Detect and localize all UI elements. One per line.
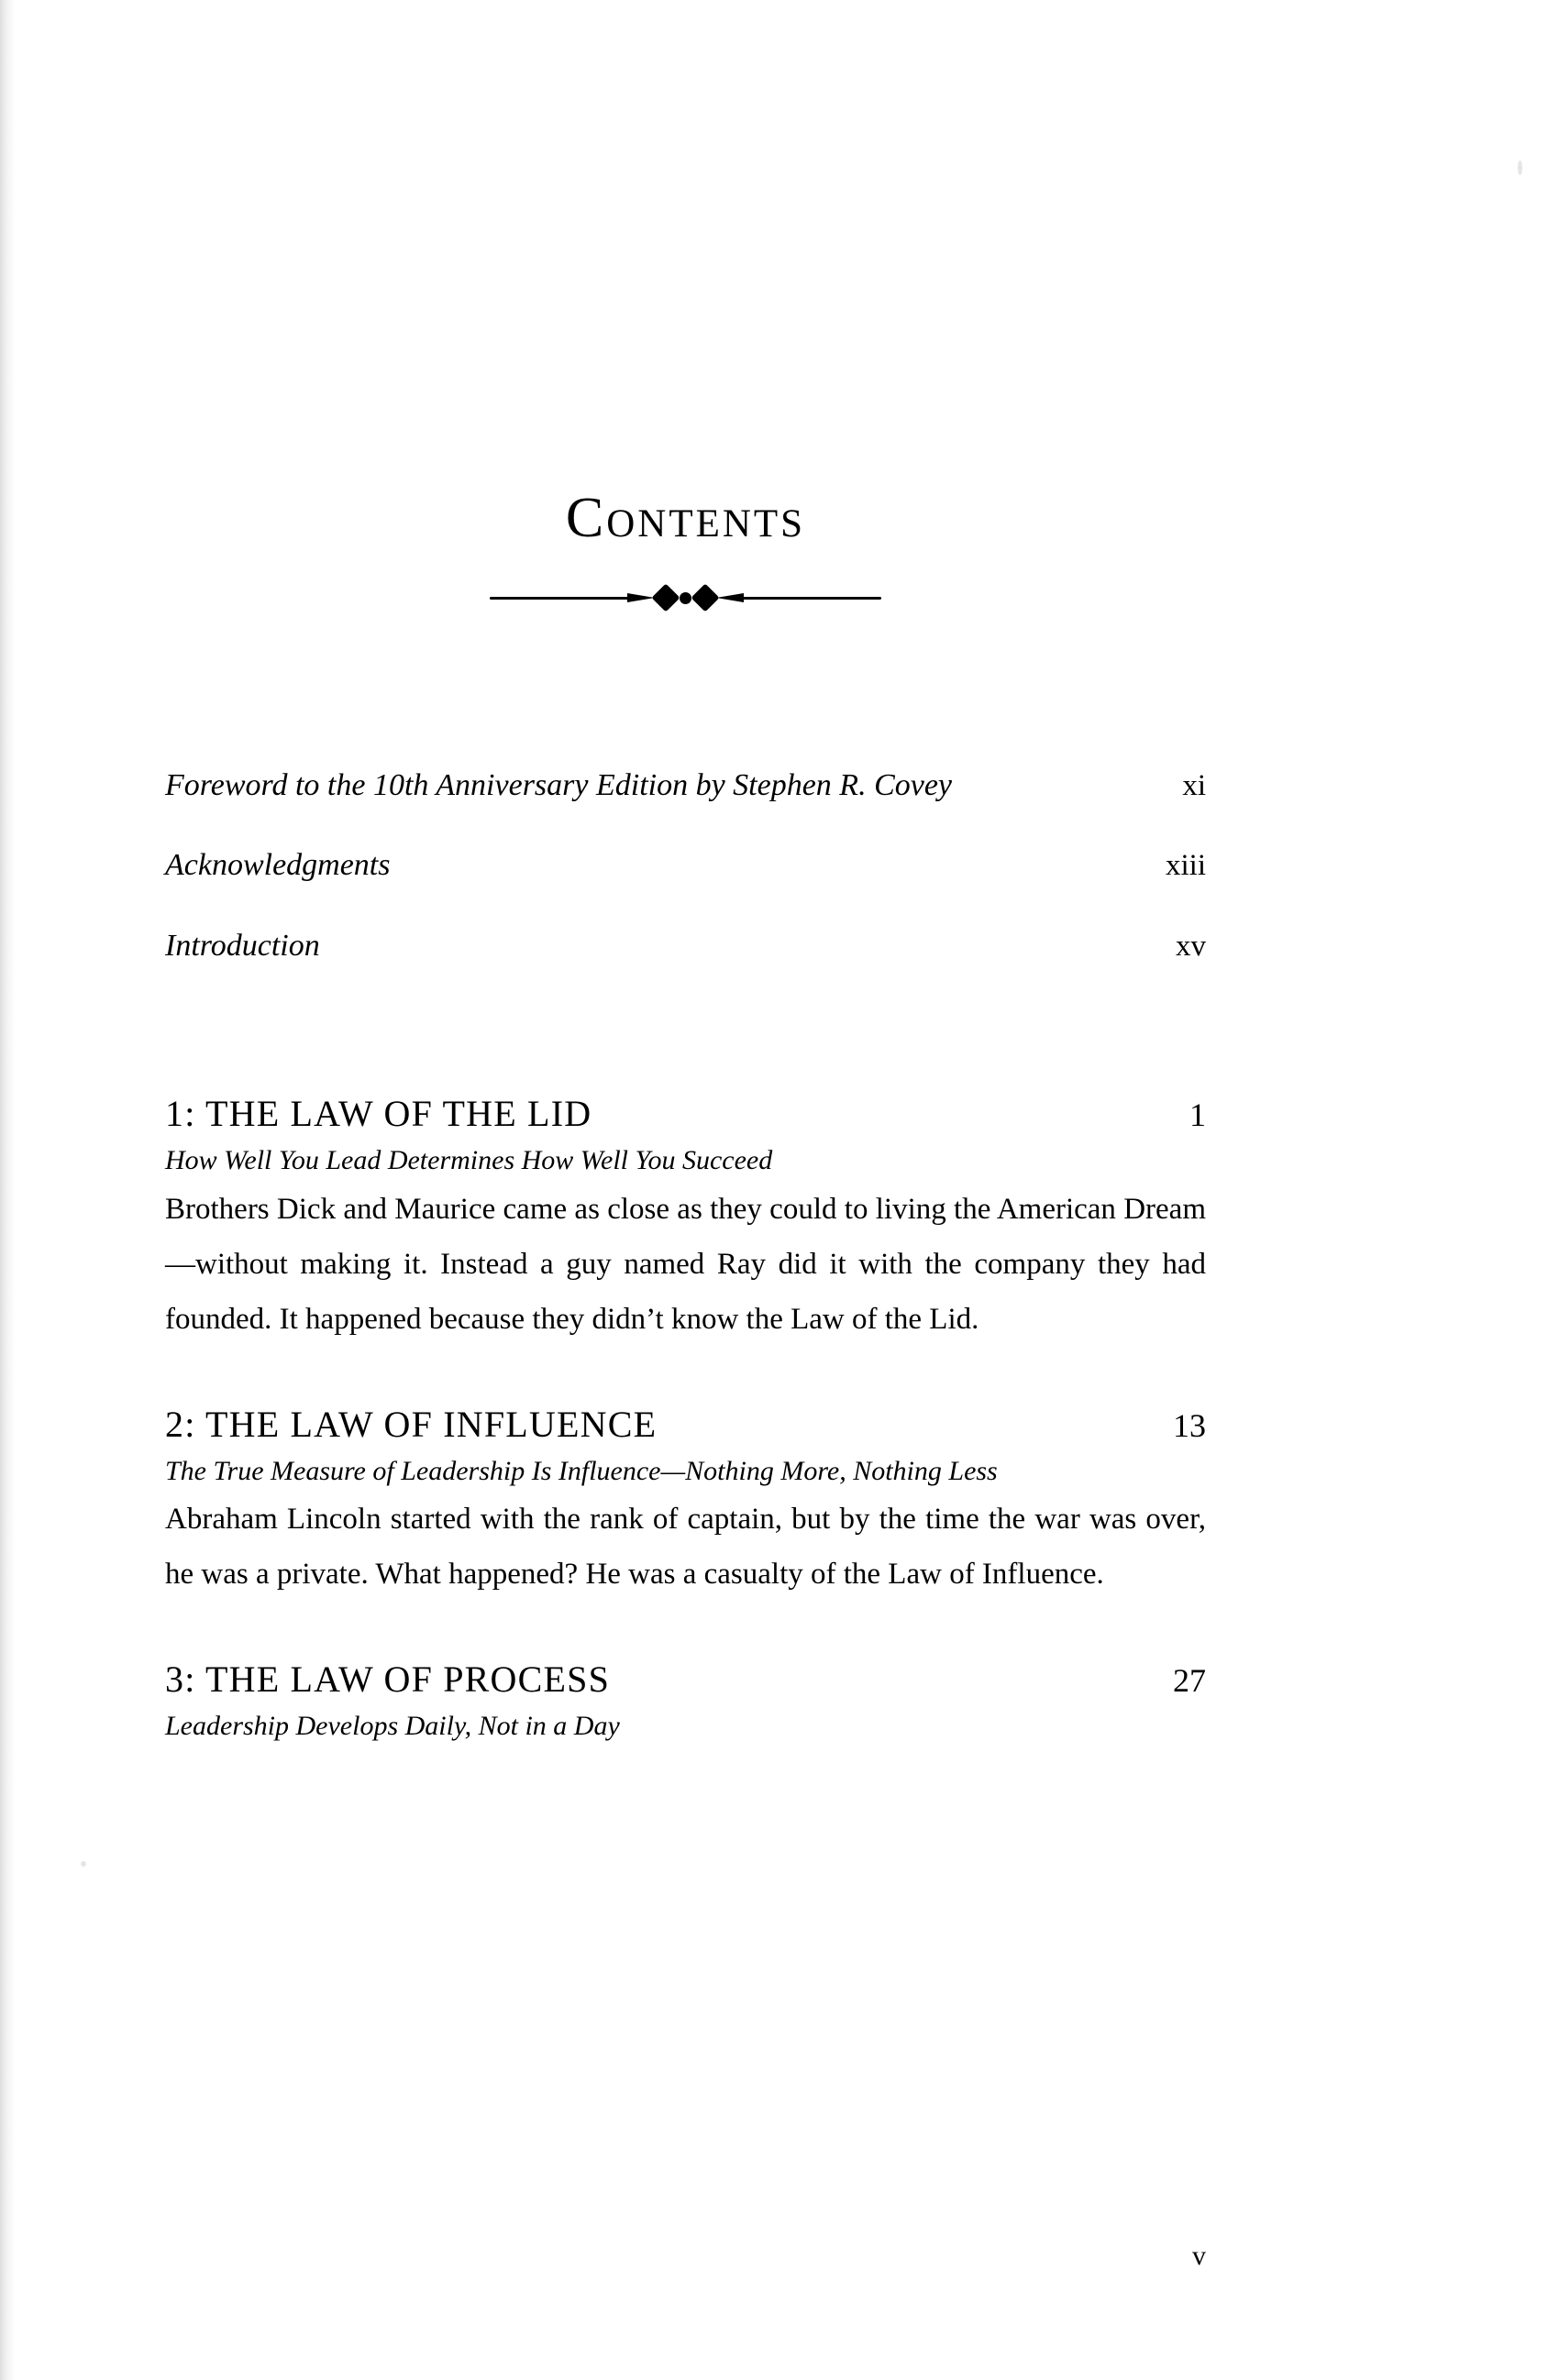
front-matter-label: Introduction <box>165 928 320 963</box>
front-matter-entry-foreword[interactable] <box>165 768 1206 802</box>
front-matter-entry-acknowledgments[interactable] <box>165 848 1206 882</box>
chapter-subtitle: How Well You Lead Determines How Well You Succeed <box>165 1145 773 1175</box>
front-matter-page-number: xv <box>1176 929 1206 963</box>
ornament-diamond-right <box>691 583 719 612</box>
chapter-subtitle: Leadership Develops Daily, Not in a Day <box>165 1711 620 1742</box>
chapter-subtitle: The True Measure of Leadership Is Influence—Nothing More, Nothing Less <box>165 1455 998 1486</box>
chapter-heading-row <box>165 1404 1206 1446</box>
front-matter-entry-introduction[interactable] <box>165 929 1206 963</box>
ornament-dot-center <box>680 592 691 604</box>
chapter-title: 3: THE LAW OF PROCESS <box>165 1658 611 1701</box>
front-matter-page-number: xiii <box>1165 849 1206 883</box>
ornament-taper-right <box>716 593 744 602</box>
ornament-diamond-left <box>651 583 680 612</box>
chapter-entry-2[interactable] <box>165 1404 1206 1603</box>
chapter-description: Brothers Dick and Maurice came as close as they could to living the American Dream—without making it. Instead a guy named Ray did it with the company they had founded. It happened because they didn’t know the Law of the Lid. <box>165 1192 1206 1336</box>
page-folio: v <box>1192 2241 1206 2271</box>
chapter-entry-3[interactable] <box>165 1658 1206 1746</box>
chapter-page-number: 13 <box>1173 1406 1206 1444</box>
page-title: Contents <box>565 486 806 549</box>
front-matter-label: Acknowledgments <box>165 848 391 883</box>
front-matter-label: Foreword to the 10th Anniversary Edition by Stephen R. Covey <box>165 768 953 802</box>
chapter-heading-row <box>165 1093 1206 1135</box>
chapter-list <box>165 1093 1206 1802</box>
ornament-rule-right <box>744 597 881 600</box>
chapter-title: 1: THE LAW OF THE LID <box>165 1093 592 1134</box>
chapter-entry-1[interactable] <box>165 1093 1206 1347</box>
chapter-title: 2: THE LAW OF INFLUENCE <box>165 1403 658 1445</box>
chapter-description: Abraham Lincoln started with the rank of captain, but by the time the war was over, he was a private. What happened? He was a casualty of the Law of Influence. <box>165 1503 1206 1592</box>
scan-speck <box>81 1861 86 1867</box>
chapter-heading-row <box>165 1658 1206 1701</box>
chapter-page-number: 1 <box>1189 1096 1206 1133</box>
front-matter-page-number: xi <box>1182 769 1206 802</box>
scan-speck <box>1518 160 1522 175</box>
scan-edge-artifact <box>0 0 15 2380</box>
ornament-rule-left <box>490 597 627 600</box>
front-matter-list <box>165 768 1206 1008</box>
chapter-page-number: 27 <box>1173 1662 1206 1700</box>
ornament-divider-icon <box>165 579 1206 616</box>
ornament-taper-left <box>627 593 655 602</box>
